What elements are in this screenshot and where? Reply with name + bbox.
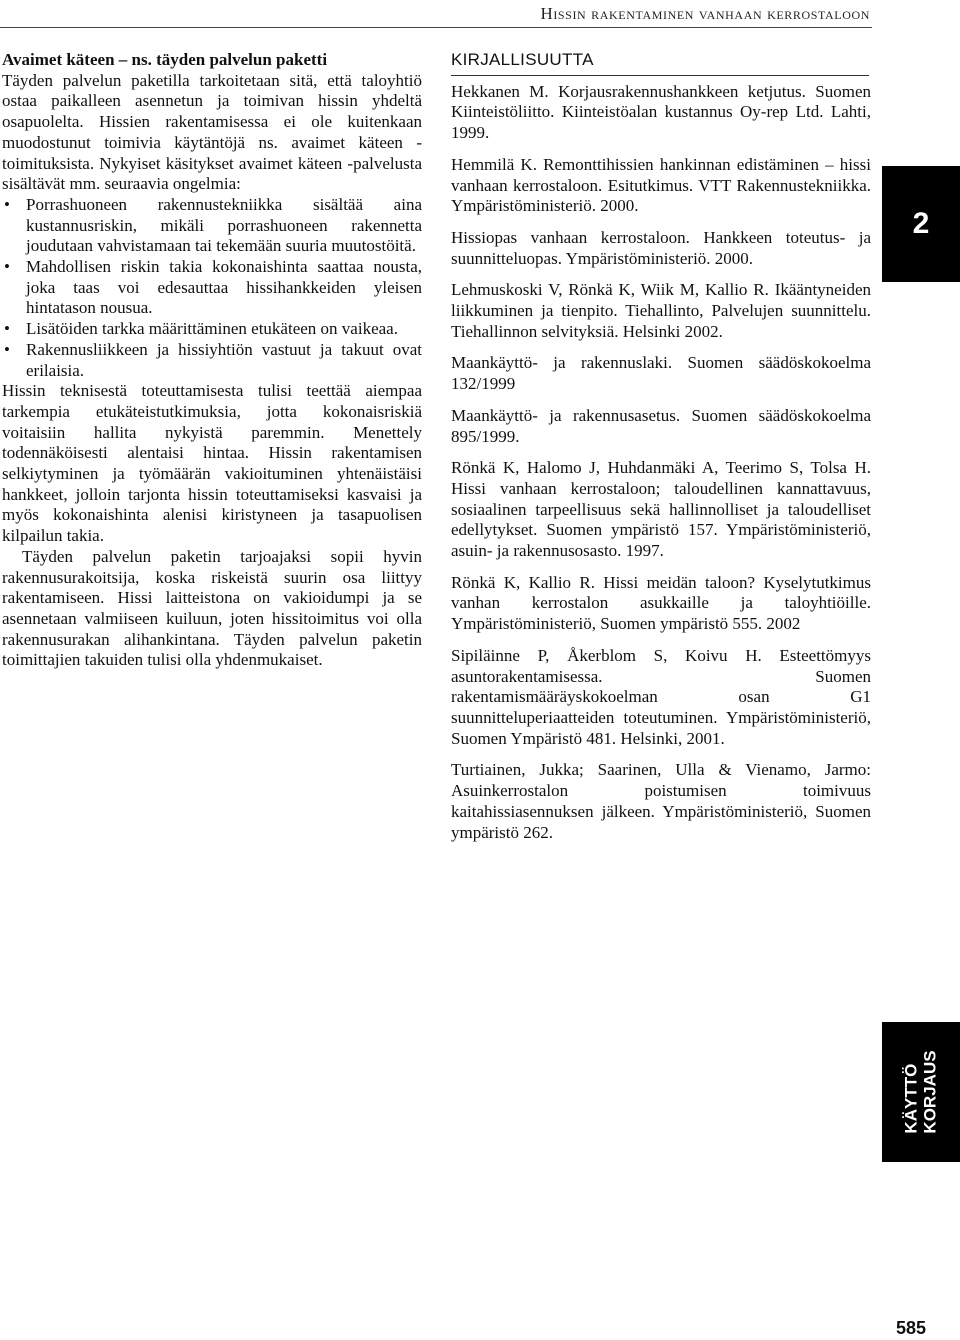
reference-item: Maankäyttö- ja rakennuslaki. Suomen säädöskokoelma 132/1999 xyxy=(451,353,871,394)
list-item: • Porrashuoneen rakennustekniikka sisältää aina kustannusriskin, mikäli porrashuoneen rakennetta joudutaan vahvistamaan tai tekemään suuria muutostöitä. xyxy=(2,195,422,257)
reference-item: Lehmuskoski V, Rönkä K, Wiik M, Kallio R. Ikääntyneiden liikkuminen ja tienpito. Tiehallinto, Palvelujen suunnittelu. Tiehallinnon selvityksiä. Helsinki 2002. xyxy=(451,280,871,341)
reference-item: Hissiopas vanhaan kerrostaloon. Hankkeen toteutus- ja suunnitteluopas. Ympäristöministeriö. 2000. xyxy=(451,227,871,268)
problem-list xyxy=(2,195,422,381)
left-column xyxy=(2,50,422,671)
chapter-number: 2 xyxy=(912,207,930,240)
chapter-tab xyxy=(882,166,960,282)
paragraph-intro: Täyden palvelun paketilla tarkoitetaan sitä, että taloyhtiö ostaa paikalleen asennetun ja toimivan hissin yhdeltä osapuolelta. Hissien rakentamisessa ei ole kuitenkaan muodostunut toimivia käytäntöjä ns. avaimet käteen -toimituksista. Nykyiset käsitykset avaimet käteen -palvelusta sisältävät mm. seuraavia ongelmia: xyxy=(2,70,422,194)
side-tab-line-2: KORJAUS xyxy=(921,1050,940,1134)
paragraph-research: Hissin teknisestä toteuttamisesta tulisi teettää aiempaa tarkempia etukäteistutkimuksia, jotta kokonaisriskiä voitaisiin hallita nykyistä paremmin. Menettely todennäköisesti alentaisi hintaa. Hissin rakentamisen selkiytyminen ja työmäärän vakioituminen yhtenäistäisi hankkeet, jolloin tarjonta hissin toteuttamiseksi kasvaisi ja myös kokonaishinta alenisi kiristyneen ja tasapuolisen kilpailun takia. xyxy=(2,381,422,546)
reference-item: Maankäyttö- ja rakennusasetus. Suomen säädöskokoelma 895/1999. xyxy=(451,405,871,446)
reference-item: Sipiläinne P, Åkerblom S, Koivu H. Esteettömyys asuntorakentamisessa. Suomen rakentamismääräyskokoelman osan G1 suunnitteluperiaatteiden toteutuminen. Ympäristöministeriö, Suomen Ympäristö 481. Helsinki, 2001. xyxy=(451,645,871,748)
reference-item: Rönkä K, Halomo J, Huhdanmäki A, Teerimo S, Tolsa H. Hissi vanhaan kerrostaloon; taloudellinen kannattavuus, sosiaalinen tarpeellisuus sekä hallinnolliset ja taloudelliset edellytykset. Suomen ympäristö 157. Ympäristöministeriö, asuin- ja rakennusosasto. 1997. xyxy=(451,458,871,561)
section-title: Avaimet käteen – ns. täyden palvelun paketti xyxy=(2,50,328,69)
section-side-tab xyxy=(882,1022,960,1162)
list-item: • Rakennusliikkeen ja hissiyhtiön vastuut ja takuut ovat erilaisia. xyxy=(2,340,422,381)
list-item: • Mahdollisen riskin takia kokonaishinta saattaa nousta, joka taas voi edesauttaa hissihankkeiden yleisen hintatason nousua. xyxy=(2,257,422,319)
references-heading: KIRJALLISUUTTA xyxy=(451,50,869,76)
right-column xyxy=(451,50,871,854)
page-number: 585 xyxy=(895,1318,926,1338)
paragraph-contractor: Täyden palvelun paketin tarjoajaksi sopii hyvin rakennusurakoitsija, koska riskeistä suurin osa liittyy rakentamiseen. Hissi laitteistona on vakioidumpi ja se asennetaan valmiiseen kuiluun, joten hissitoimitus voi olla rakennusurakan alihankintana. Täyden palvelun paketin toimittajien takuiden tulisi olla yhdenmukaiset. xyxy=(2,546,422,670)
header-rule xyxy=(0,27,872,28)
side-tab-label xyxy=(902,1050,940,1133)
reference-item: Turtiainen, Jukka; Saarinen, Ulla & Vienamo, Jarmo: Asuinkerrostalon poistumisen toimivuus kaitahissiasennuksen jälkeen. Ympäristöministeriö, Suomen ympäristö 262. xyxy=(451,760,871,842)
side-tab-line-1: KÄYTTÖ xyxy=(902,1063,921,1134)
reference-item: Rönkä K, Kallio R. Hissi meidän taloon? Kyselytutkimus vanhan kerrostalon asukkaille ja taloyhtiöille. Ympäristöministeriö, Suomen ympäristö 555. 2002 xyxy=(451,572,871,634)
reference-item: Hekkanen M. Korjausrakennushankkeen ketjutus. Suomen Kiinteistöliitto. Kiinteistöalan kustannus Oy-rep Ltd. Lahti, 1999. xyxy=(451,81,871,143)
reference-item: Hemmilä K. Remonttihissien hankinnan edistäminen – hissi vanhaan kerrostaloon. Esitutkimus. VTT Rakennustekniikka. Ympäristöministeriö. 2000. xyxy=(451,154,871,216)
list-item: • Lisätöiden tarkka määrittäminen etukäteen on vaikeaa. xyxy=(2,319,422,340)
running-head: Hissin rakentaminen vanhaan kerrostaloon xyxy=(540,4,870,23)
